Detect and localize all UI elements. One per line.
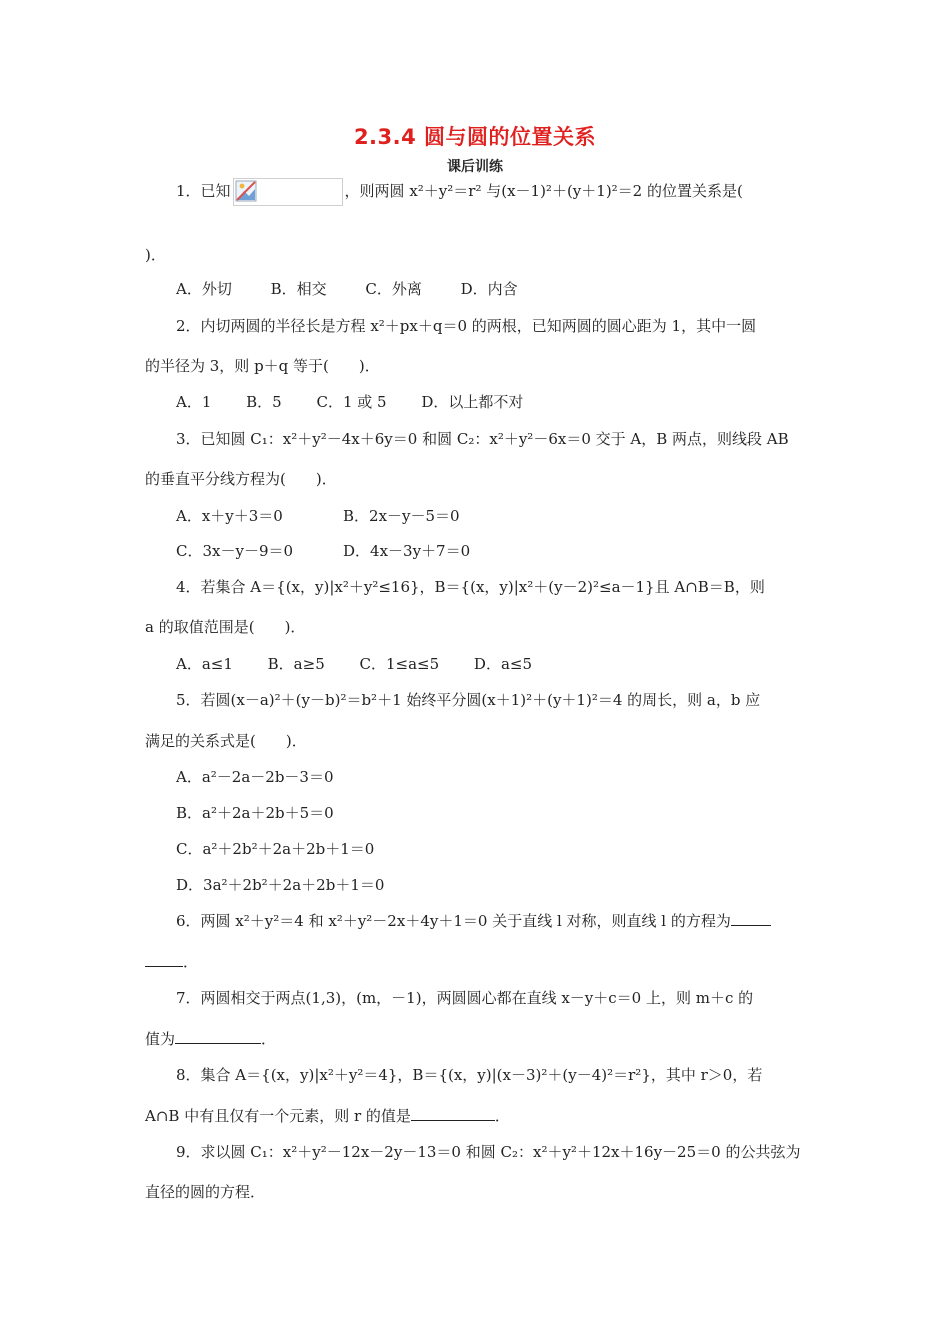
q1-line1 — [176, 178, 743, 206]
answer-blank[interactable] — [731, 911, 771, 926]
q5-line2: 满足的关系式是( )． — [145, 732, 307, 750]
answer-blank[interactable] — [175, 1029, 261, 1044]
q7-end: ． — [261, 1030, 277, 1048]
q2-options: A．1 B．5 C．1 或 5 D．以上都不对 — [176, 393, 524, 411]
q6-line2 — [145, 952, 198, 972]
q8-line2 — [145, 1106, 510, 1126]
q1-prefix: 1．已知 — [176, 182, 231, 200]
q5-line1: 5．若圆(x－a)²＋(y－b)²＝b²＋1 始终平分圆(x＋1)²＋(y＋1)²＝4 的周长，则 a，b 应 — [176, 691, 761, 709]
answer-blank[interactable] — [145, 952, 183, 967]
q4-line1: 4．若集合 A＝{(x，y)|x²＋y²≤16}，B＝{(x，y)|x²＋(y－2)²≤a－1}且 A∩B＝B，则 — [176, 578, 765, 596]
q5-option-b: B．a²＋2a＋2b＋5＝0 — [176, 804, 334, 822]
q8-end: ． — [494, 1107, 510, 1125]
q7-prefix: 值为 — [145, 1030, 176, 1048]
q1-options: A．外切 B．相交 C．外离 D．内含 — [176, 280, 518, 298]
q1-stem: ，则两圆 x²＋y²＝r² 与(x－1)²＋(y＋1)²＝2 的位置关系是( — [344, 182, 743, 200]
broken-image-icon — [233, 178, 343, 206]
q3-line1: 3．已知圆 C₁：x²＋y²－4x＋6y＝0 和圆 C₂：x²＋y²－6x＝0 交于 A，B 两点，则线段 AB — [176, 430, 789, 448]
q8-line1: 8．集合 A＝{(x，y)|x²＋y²＝4}，B＝{(x，y)|(x－3)²＋(y－4)²＝r²}，其中 r＞0，若 — [176, 1066, 763, 1084]
q3-option-d: D．4x－3y＋7＝0 — [343, 542, 471, 560]
q2-line2: 的半径为 3，则 p＋q 等于( )． — [145, 357, 380, 375]
q9-line2: 直径的圆的方程． — [145, 1183, 266, 1201]
q7-line2 — [145, 1029, 276, 1049]
page-subtitle: 课后训练 — [447, 159, 503, 175]
q9-line1: 9．求以圆 C₁：x²＋y²－12x－2y－13＝0 和圆 C₂：x²＋y²＋12x＋16y－25＝0 的公共弦为 — [176, 1143, 801, 1161]
q2-line1: 2．内切两圆的半径长是方程 x²＋px＋q＝0 的两根，已知两圆的圆心距为 1，其中一圆 — [176, 317, 757, 335]
q7-line1: 7．两圆相交于两点(1,3)，(m，－1)，两圆圆心都在直线 x－y＋c＝0 上，则 m＋c 的 — [176, 989, 754, 1007]
q5-option-c: C．a²＋2b²＋2a＋2b＋1＝0 — [176, 840, 375, 858]
q3-option-b: B．2x－y－5＝0 — [343, 507, 460, 525]
q3-line2: 的垂直平分线方程为( )． — [145, 470, 337, 488]
q8-prefix: A∩B 中有且仅有一个元素，则 r 的值是 — [145, 1107, 411, 1125]
q1-line2: )． — [145, 246, 166, 264]
q3-option-a: A．x＋y＋3＝0 — [176, 507, 283, 525]
q4-line2: a 的取值范围是( )． — [145, 618, 306, 636]
q6-line1 — [176, 911, 771, 931]
answer-blank[interactable] — [411, 1106, 495, 1121]
page-title: 2.3.4 圆与圆的位置关系 — [353, 125, 597, 149]
q5-option-a: A．a²－2a－2b－3＝0 — [176, 768, 334, 786]
q4-options: A．a≤1 B．a≥5 C．1≤a≤5 D．a≤5 — [176, 655, 532, 673]
q5-option-d: D．3a²＋2b²＋2a＋2b＋1＝0 — [176, 876, 385, 894]
q6-stem: 6．两圆 x²＋y²＝4 和 x²＋y²－2x＋4y＋1＝0 关于直线 l 对称，则直线 l 的方程为 — [176, 912, 731, 930]
q3-option-c: C．3x－y－9＝0 — [176, 542, 294, 560]
q6-end: ． — [183, 953, 199, 971]
